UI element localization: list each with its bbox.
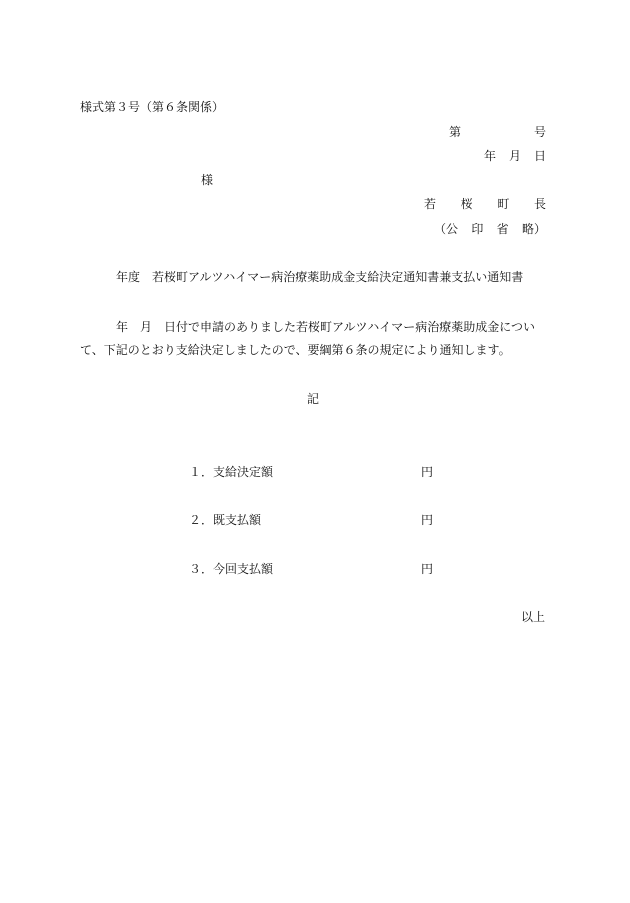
seal-part-2: 印: [471, 222, 484, 236]
addressee-suffix: 様: [201, 173, 214, 187]
form-label: 様式第３号（第６条関係）: [80, 100, 225, 114]
seal-part-3: 省: [496, 222, 509, 236]
date-month: 月: [508, 149, 521, 163]
item-3-unit: 円: [421, 562, 434, 576]
number-prefix: 第: [449, 125, 462, 139]
seal-part-4: 略）: [521, 222, 546, 236]
issuer-char-2: 桜: [460, 197, 473, 211]
seal-omitted-note: [434, 221, 546, 237]
seal-part-1: （公: [434, 222, 459, 236]
closing-mark: 以上: [521, 610, 546, 624]
issuer-char-4: 長: [533, 197, 546, 211]
item-1-unit: 円: [421, 465, 434, 479]
ki-heading: 記: [307, 392, 320, 406]
date-line: [484, 148, 546, 164]
number-suffix: 号: [533, 125, 546, 139]
body-line-1: 年 月 日付で申請のありました若桜町アルツハイマー病治療薬助成金につい: [116, 320, 536, 334]
item-2-unit: 円: [421, 513, 434, 527]
date-day: 日: [533, 149, 546, 163]
issuer-name: [424, 196, 546, 212]
item-1-label: １．支給決定額: [189, 465, 274, 479]
notice-title: 年度 若桜町アルツハイマー病治療薬助成金支給決定通知書兼支払い通知書: [116, 270, 524, 284]
item-2-label: ２．既支払額: [189, 513, 262, 527]
issuer-char-3: 町: [497, 197, 510, 211]
body-paragraph: [80, 316, 547, 362]
date-year: 年: [484, 149, 497, 163]
document-number-line: [449, 124, 546, 140]
item-3-label: ３．今回支払額: [189, 562, 274, 576]
issuer-char-1: 若: [424, 197, 437, 211]
body-line-2: て、下記のとおり支給決定しましたので、要綱第６条の規定により通知します。: [80, 343, 511, 357]
